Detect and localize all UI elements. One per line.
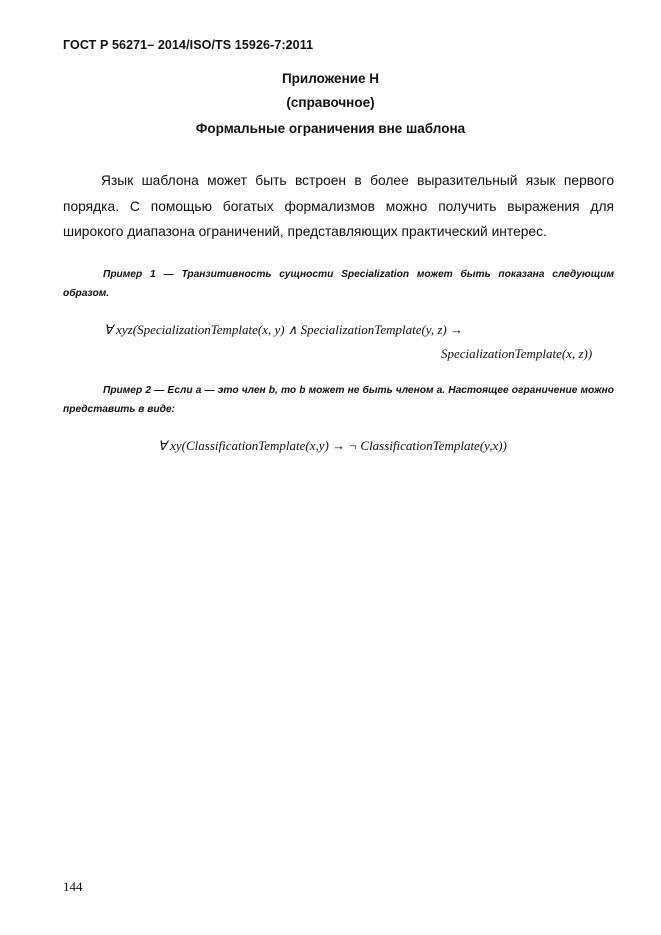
- example-1-formula-line-2: SpecializationTemplate(x, z)): [441, 346, 593, 361]
- example-1-text: Пример 1 — Транзитивность сущности Specialization может быть показана следующим образом.: [63, 269, 614, 299]
- example-2-text: Пример 2 — Если a — это член b, то b может не быть членом a. Настоящее ограничение можно представить в виде:: [63, 385, 614, 415]
- example-1-formula-line-1: ∀ xyz(SpecializationTemplate(x, y) ∧ SpecializationTemplate(y, z) →: [104, 322, 463, 337]
- page-number: 144: [63, 879, 83, 894]
- intro-paragraph: Язык шаблона может быть встроен в более выразительный язык первого порядка. С помощью богатых формализмов можно получить выражения для широкого диапазона ограничений, представляющих практический интерес.: [63, 173, 614, 239]
- appendix-title: Приложение Н: [281, 71, 380, 86]
- standard-header: ГОСТ Р 56271– 2014/ISO/TS 15926-7:2011: [63, 38, 314, 52]
- example-2-formula: ∀ xy(ClassificationTemplate(x,y) → ¬ ClassificationTemplate(y,x)): [158, 438, 507, 453]
- appendix-heading: Формальные ограничения вне шаблона: [195, 121, 466, 136]
- appendix-subtitle: (справочное): [286, 95, 375, 110]
